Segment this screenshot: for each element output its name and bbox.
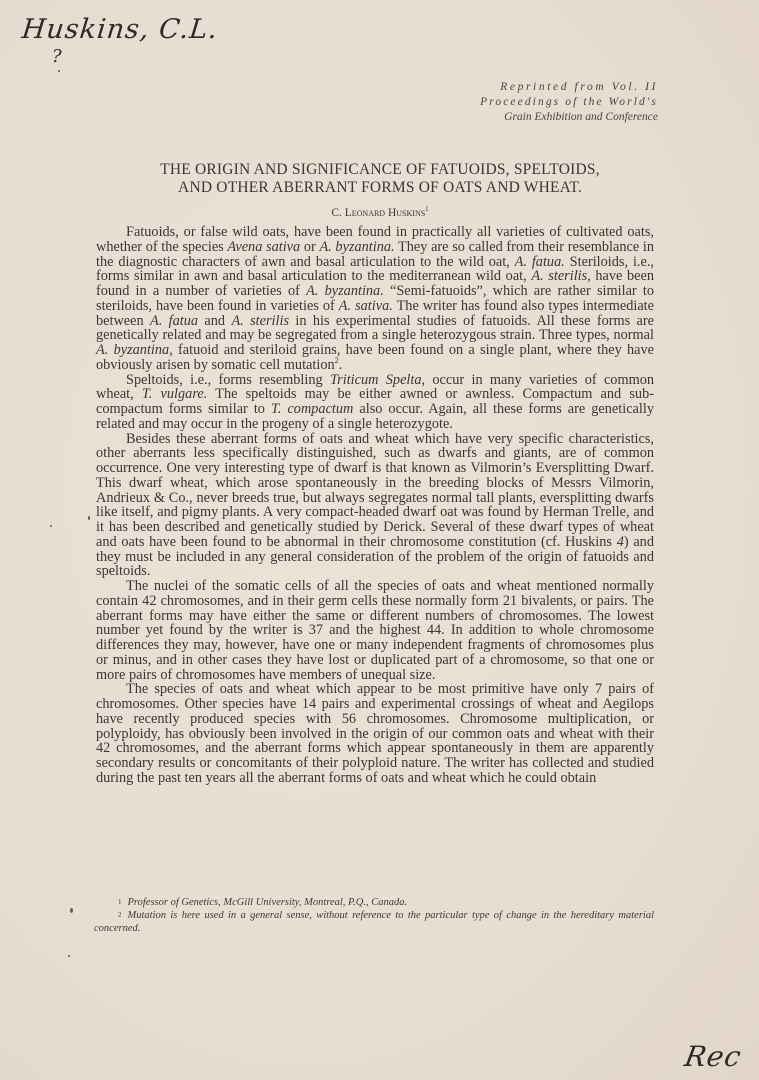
article-body: [96, 225, 654, 786]
paragraph-dwarfs: [96, 432, 654, 580]
title-line-2: AND OTHER ABERRANT FORMS OF OATS AND WHEAT.: [178, 179, 582, 196]
species-name: A. byzantina: [96, 342, 170, 358]
text-run: The writer has found also types intermediate between: [96, 297, 654, 329]
species-name: A. byzantina.: [306, 283, 384, 299]
ink-dot: [58, 70, 60, 72]
paper-speck: [70, 908, 73, 913]
footnote-text: Professor of Genetics, McGill University, Montreal, P.Q., Canada.: [127, 897, 408, 908]
paper-speck: [50, 525, 52, 527]
footnote-2: [94, 909, 654, 935]
paragraph-polyploidy: [96, 682, 654, 785]
author-footnote-mark: 1: [425, 205, 429, 213]
text-run: in his experimental studies of fatuoids. All these forms are genetically related and may be segregated from a single heterozygous strain. Three types, normal: [96, 312, 654, 344]
species-name: Avena sativa: [227, 238, 301, 255]
text-run: The speltoids may be either awned or awnless. Compactum and sub-compactum forms similar to: [96, 386, 654, 417]
footnote-ref: 2: [334, 355, 339, 365]
text-run: also occur. Again, all these forms are genetically related and may occur in the progeny of a single heterozygote.: [96, 401, 654, 432]
text-run: They are so called from their resemblance in the diagnostic characters of awn and basal articulation to the wild oat,: [96, 238, 654, 270]
reprint-line-3: Grain Exhibition and Conference: [504, 111, 658, 123]
text-run: , fatuoid and steriloid grains, have been found on a single plant, where they have obviously arisen by somatic cell mutation: [96, 342, 654, 373]
article-title: [96, 161, 664, 197]
footnote-text: Mutation is here used in a general sense, without reference to the particular type of change in the hereditary material concerned.: [94, 910, 654, 934]
paragraph-speltoids: [96, 373, 654, 432]
species-name: A. fatua.: [514, 253, 565, 270]
text-run: The nuclei of the somatic cells of all the species of oats and wheat mentioned normally contain 42 chromosomes, and in their germ cells these normally form 21 bivalents, or pairs. The aberrant forms may have either the same or different numbers of chromosomes. The lowest number yet found by the writer is 37 and the highest 44. In addition to whole chromosome differences they may, however, have one or many independent fragments of chromosomes plus or minus, and in other cases they have lost or duplicated part of a chromosome, so that one or more pairs of chromosomes have members of unequal size.: [96, 578, 654, 683]
species-name: A. sterilis: [531, 268, 588, 285]
handwritten-question-mark: ?: [52, 46, 63, 67]
reprint-line-2: Proceedings of the World's: [480, 96, 658, 108]
species-name: A. sterilis: [231, 312, 290, 329]
text-run: or: [300, 238, 320, 255]
species-name: Triticum Spelta: [330, 371, 422, 388]
title-line-1: THE ORIGIN AND SIGNIFICANCE OF FATUOIDS, SPELTOIDS,: [160, 161, 600, 178]
text-run: Speltoids, i.e., forms resembling: [126, 371, 330, 388]
paragraph-fatuoids: [96, 225, 654, 373]
footnote-1: [94, 896, 654, 909]
text-run: , have been found in a number of varieties of: [96, 268, 655, 299]
species-name: A. byzantina.: [319, 238, 395, 255]
text-run: and: [198, 312, 232, 329]
footnote-mark: 2: [118, 911, 122, 919]
text-run: The species of oats and wheat which appear to be most primitive have only 7 pairs of chromosomes. Other species have 14 pairs and experimental crossings of wheat and Aegilops have recently produced species with 56 chromosomes. Chromosome multiplication, or polyploidy, has obviously been involved in the origin of our common oats and wheat with their 42 chromosomes, and the aberrant forms which appear spontaneously in them are apparently secondary results or concomitants of their polyploid nature. The writer has collected and studied during the past ten years all the aberrant forms of oats and wheat which he could obtain: [96, 681, 654, 786]
paper-speck: [88, 516, 90, 520]
text-run: , occur in many varieties of common wheat,: [96, 371, 654, 403]
species-name: A. sativa.: [338, 297, 393, 314]
species-name: T. vulgare.: [141, 386, 208, 403]
handwritten-initials: Rec: [682, 1040, 745, 1073]
text-run: Fatuoids, or false wild oats, have been found in practically all varieties of cultivated oats, whether of the species: [96, 224, 654, 255]
text-run: “Semi-fatuoids”, which are rather similar to steriloids, have been found in varieties of: [96, 283, 654, 314]
footnotes: [94, 896, 654, 935]
text-run: Steriloids, i.e., forms similar in awn and basal articulation to the mediterranean wild oat,: [96, 253, 654, 285]
author-name: C. Leonard Huskins: [331, 206, 426, 219]
reprint-note: [478, 80, 658, 125]
reprint-line-1: Reprinted from Vol. II: [500, 81, 658, 93]
handwritten-name: Huskins, C.L.: [20, 14, 220, 45]
text-run: Besides these aberrant forms of oats and wheat which have very specific characteristics, other aberrants less specifically distinguished, such as dwarfs and giants, are of common occurrence. One very interesting type of dwarf is that known as Vilmorin’s Eversplitting Dwarf. This dwarf wheat, which arose spontaneously in the breeding blocks of Messrs Vilmorin, Andrieux & Co., never breeds true, but always segregates normal tall plants, eversplitting dwarfs like itself, and pigmy plants. A very compact-headed dwarf oat was found by Herman Trelle, and it has been described and genetically studied by Derick. Several of these dwarf types of wheat and oats have been found to be abnormal in their chromosome constitution (cf. Huskins: [96, 430, 654, 550]
paragraph-chromosomes: [96, 579, 654, 682]
author-line: [96, 205, 664, 219]
species-name: A. fatua: [150, 312, 199, 329]
footnote-mark: 1: [118, 898, 122, 906]
text-run: ) and they must be included in any general consideration of the problem of the origin of fatuoids and speltoids.: [96, 533, 654, 580]
species-name: T. compactum: [270, 401, 354, 417]
paper-speck: [68, 955, 70, 957]
reference-number: 4: [616, 533, 624, 550]
text-run: .: [338, 356, 343, 373]
